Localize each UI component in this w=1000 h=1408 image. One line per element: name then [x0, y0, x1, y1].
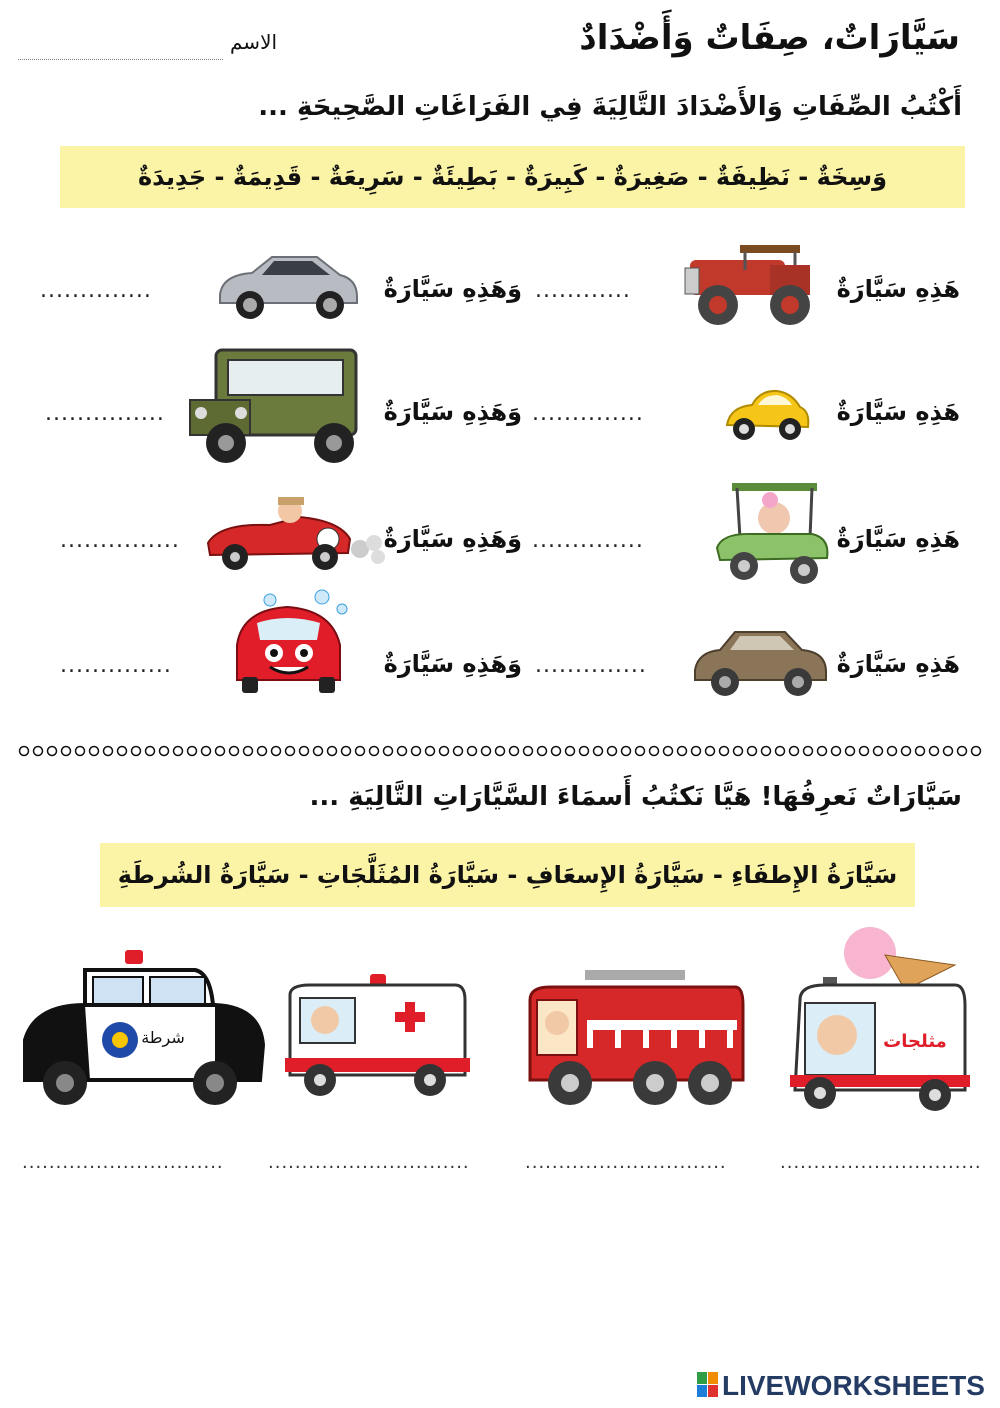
chain-link [874, 747, 883, 756]
chain-link [398, 747, 407, 756]
chain-link [566, 747, 575, 756]
old-vintage-car-icon [680, 240, 825, 330]
chain-link [300, 747, 309, 756]
fast-race-car-icon [200, 495, 390, 575]
chain-link [720, 747, 729, 756]
name-label: الاسم [230, 30, 278, 54]
word-bank-1 [60, 146, 965, 208]
fire-truck-icon [525, 965, 745, 1110]
chain-link [384, 747, 393, 756]
slow-green-car-icon [712, 478, 832, 586]
page-title: سَيَّارَاتٌ، صِفَاتٌ وَأَضْدَادٌ [579, 18, 960, 58]
chain-link [916, 747, 925, 756]
chain-link [748, 747, 757, 756]
chain-link [930, 747, 939, 756]
ambulance-answer[interactable]: .............................. [268, 1152, 470, 1173]
ice-cream-truck-icon [785, 925, 975, 1120]
chain-divider [18, 745, 983, 757]
chain-link [636, 747, 645, 756]
chain-link [650, 747, 659, 756]
big-green-jeep-icon [186, 345, 366, 465]
row2-answer-a[interactable]: .............. [532, 401, 644, 426]
chain-link [496, 747, 505, 756]
row1-answer-a[interactable]: ............ [535, 278, 631, 303]
chain-link [468, 747, 477, 756]
chain-link [160, 747, 169, 756]
chain-link [20, 747, 29, 756]
chain-link [188, 747, 197, 756]
chain-link [888, 747, 897, 756]
chain-link [426, 747, 435, 756]
chain-link [594, 747, 603, 756]
chain-link [440, 747, 449, 756]
chain-link [118, 747, 127, 756]
name-field[interactable] [18, 58, 223, 60]
chain-link [622, 747, 631, 756]
chain-link [510, 747, 519, 756]
liveworksheets-brand: LIVEWORKSHEETS [722, 1370, 985, 1401]
row2-answer-b[interactable]: ............... [45, 401, 165, 426]
chain-link [958, 747, 967, 756]
row1-label-left: وَهَذِهِ سَيَّارَةٌ [383, 275, 522, 303]
chain-link [76, 747, 85, 756]
ice-cream-answer[interactable]: .............................. [780, 1152, 982, 1173]
chain-link [48, 747, 57, 756]
row2-label-left: وَهَذِهِ سَيَّارَةٌ [383, 398, 522, 426]
chain-link [734, 747, 743, 756]
chain-link [944, 747, 953, 756]
instruction-1: أَكْتُبُ الصِّفَاتِ وَالأَضْدَادَ التَّالِيَةَ فِي الفَرَاغَاتِ الصَّحِيحَةِ ... [258, 92, 962, 122]
chain-link [678, 747, 687, 756]
word-bank-2-text: سَيَّارَةُ الإِطفَاءِ - سَيَّارَةُ الإِسعَافِ - سَيَّارَةُ المُثَلَّجَاتِ - سَيَّارَةُ الشُرطَةِ [117, 861, 898, 889]
chain-link [342, 747, 351, 756]
chain-link [132, 747, 141, 756]
row4-label-right: هَذِهِ سَيَّارَةٌ [836, 650, 960, 678]
instruction-2: سَيَّارَاتٌ نَعرِفُهَا! هَيَّا نَكتُبُ أَسمَاءَ السَّيَّارَاتِ التَّالِيَةِ ... [309, 782, 962, 812]
row2-label-right: هَذِهِ سَيَّارَةٌ [836, 398, 960, 426]
chain-link [692, 747, 701, 756]
chain-link [258, 747, 267, 756]
row3-answer-a[interactable]: .............. [532, 528, 644, 553]
new-silver-car-icon [212, 245, 362, 325]
chain-link [860, 747, 869, 756]
chain-link [482, 747, 491, 756]
row4-label-left: وَهَذِهِ سَيَّارَةٌ [383, 650, 522, 678]
small-yellow-car-icon [722, 385, 812, 443]
row3-label-right: هَذِهِ سَيَّارَةٌ [836, 525, 960, 553]
chain-link [706, 747, 715, 756]
word-bank-2 [100, 843, 915, 907]
chain-link [790, 747, 799, 756]
chain-link [454, 747, 463, 756]
chain-link [216, 747, 225, 756]
police-sign: شرطة [141, 1028, 185, 1047]
chain-link [972, 747, 981, 756]
chain-link [412, 747, 421, 756]
chain-link [832, 747, 841, 756]
row3-answer-b[interactable]: ............... [60, 528, 180, 553]
word-bank-1-text: وَسِخَةٌ - نَظِيفَةٌ - صَغِيرَةٌ - كَبِيرَةٌ - بَطِيئَةٌ - سَرِيعَةٌ - قَدِيمَةٌ - جَدِيدَةٌ [138, 163, 887, 191]
chain-link [776, 747, 785, 756]
row4-answer-b[interactable]: .............. [60, 653, 172, 678]
chain-link [146, 747, 155, 756]
chain-link [818, 747, 827, 756]
row1-answer-b[interactable]: .............. [40, 278, 152, 303]
ice-cream-sign: مثلجات [883, 1031, 947, 1052]
chain-link [846, 747, 855, 756]
chain-link [244, 747, 253, 756]
chain-link [286, 747, 295, 756]
chain-link [370, 747, 379, 756]
chain-link [356, 747, 365, 756]
chain-link [62, 747, 71, 756]
chain-link [804, 747, 813, 756]
row1-label-right: هَذِهِ سَيَّارَةٌ [836, 275, 960, 303]
chain-link [272, 747, 281, 756]
chain-link [104, 747, 113, 756]
chain-link [762, 747, 771, 756]
chain-link [314, 747, 323, 756]
chain-link [328, 747, 337, 756]
police-car-icon [15, 945, 270, 1115]
chain-link [174, 747, 183, 756]
chain-link [202, 747, 211, 756]
chain-link [552, 747, 561, 756]
ambulance-icon [280, 970, 475, 1100]
chain-link [580, 747, 589, 756]
row3-label-left: وَهَذِهِ سَيَّارَةٌ [383, 525, 522, 553]
chain-link [538, 747, 547, 756]
chain-link [608, 747, 617, 756]
police-answer[interactable]: .............................. [22, 1152, 224, 1173]
chain-link [664, 747, 673, 756]
dirty-brown-car-icon [690, 622, 830, 700]
chain-link [90, 747, 99, 756]
fire-truck-answer[interactable]: .............................. [525, 1152, 727, 1173]
chain-link [524, 747, 533, 756]
liveworksheets-logo-icon [697, 1372, 719, 1398]
chain-link [230, 747, 239, 756]
chain-link [902, 747, 911, 756]
row4-answer-a[interactable]: .............. [535, 653, 647, 678]
chain-link [34, 747, 43, 756]
clean-red-car-icon [222, 585, 357, 700]
